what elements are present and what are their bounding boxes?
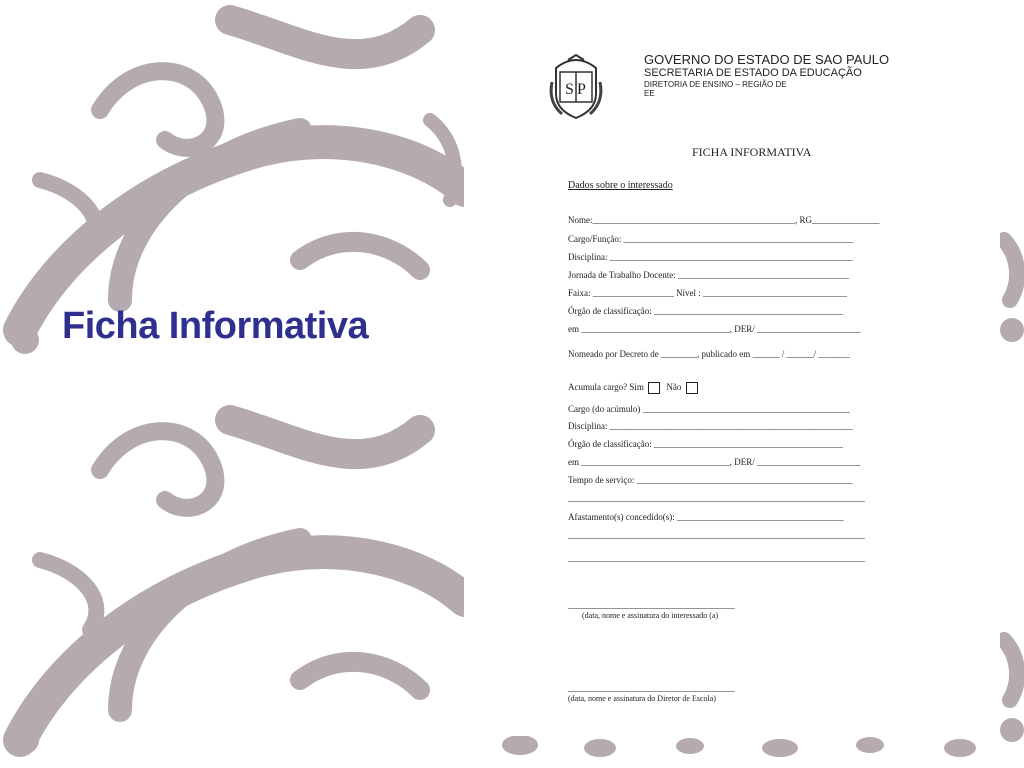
field-jornada: Jornada de Trabalho Docente: ______________________________________ <box>568 270 849 280</box>
field-disciplina: Disciplina: ______________________________________________________ <box>568 252 853 262</box>
section-title: Dados sobre o interessado <box>568 180 673 191</box>
field-cargo: Cargo/Função: ___________________________________________________ <box>568 234 854 244</box>
field-nomeado: Nomeado por Decreto de ________, publicado em ______ / ______/ _______ <box>568 349 850 359</box>
field-blank-1: __________________________________________________________________ <box>568 493 865 503</box>
form-document <box>464 0 1000 736</box>
field-tempo: Tempo de serviço: ________________________________________________ <box>568 475 853 485</box>
header-line-1: GOVERNO DO ESTADO DE SAO PAULO <box>644 52 890 67</box>
svg-text:P: P <box>577 81 586 98</box>
svg-text:S: S <box>565 81 574 98</box>
nao-checkbox[interactable] <box>686 382 698 394</box>
field-disciplina-2: Disciplina: ______________________________________________________ <box>568 421 853 431</box>
signature-line-diretor: _____________________________________ <box>568 683 735 693</box>
sp-coat-of-arms-icon <box>548 52 604 122</box>
signature-label-interessado: (data, nome e assinatura do interessado (a) <box>582 611 719 620</box>
field-afastamentos: Afastamento(s) concedido(s): _____________________________________ <box>568 512 844 522</box>
header-line-4: EE <box>644 89 655 98</box>
acumula-question: Acumula cargo? Sim <box>568 382 644 393</box>
header-line-3: DIRETORIA DE ENSINO – REGIÃO DE <box>644 80 787 89</box>
signature-line-interessado: _____________________________________ <box>568 600 735 610</box>
field-cargo-acumulo: Cargo (do acúmulo) ______________________________________________ <box>568 404 850 414</box>
field-em: em _________________________________, DER/ _______________________ <box>568 324 861 334</box>
slide-title: Ficha Informativa <box>62 305 369 347</box>
header-line-2: SECRETARIA DE ESTADO DA EDUCAÇÃO <box>644 67 862 79</box>
field-blank-3: __________________________________________________________________ <box>568 553 865 563</box>
field-nome: Nome:_____________________________________________, RG_______________ <box>568 215 880 225</box>
field-orgao-2: Órgão de classificação: __________________________________________ <box>568 439 844 449</box>
signature-label-diretor: (data, nome e assinatura do Diretor de Escola) <box>568 694 716 703</box>
nao-label: Não <box>666 382 682 393</box>
field-acumula <box>568 382 702 394</box>
form-title: FICHA INFORMATIVA <box>692 145 812 159</box>
field-orgao: Órgão de classificação: __________________________________________ <box>568 306 844 316</box>
field-em-2: em _________________________________, DER/ _______________________ <box>568 457 861 467</box>
sim-checkbox[interactable] <box>648 382 660 394</box>
field-faixa: Faixa: __________________ Nível : ________________________________ <box>568 288 847 298</box>
field-blank-2: __________________________________________________________________ <box>568 530 865 540</box>
